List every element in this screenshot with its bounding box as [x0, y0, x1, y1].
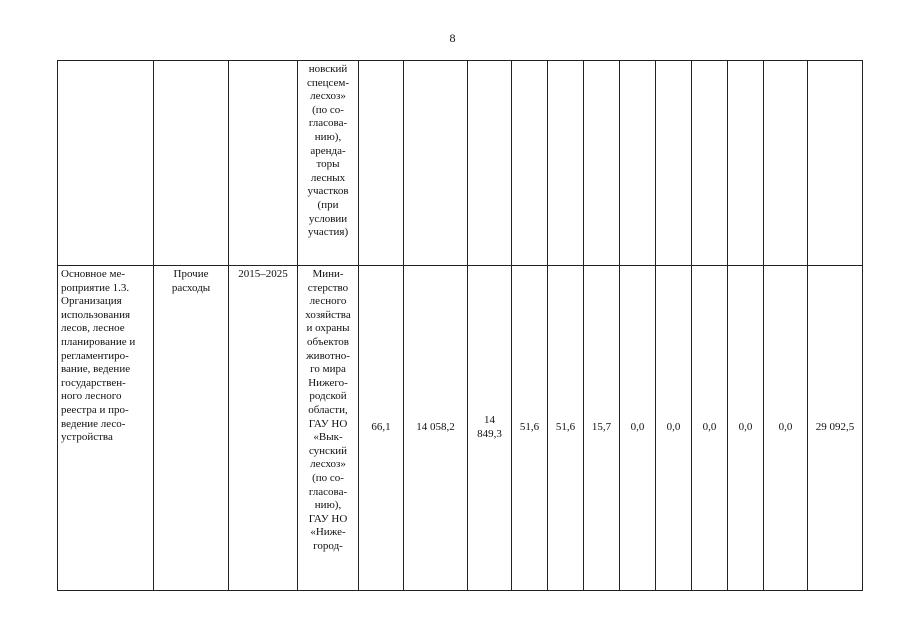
cell-empty [656, 61, 692, 266]
executor-cell-continuation [298, 61, 359, 266]
executor-line: объектов [307, 335, 349, 348]
executor-line: го мира [310, 363, 346, 376]
executor-line: сунский [308, 444, 348, 457]
cell-empty [512, 61, 548, 266]
executor-line: гласова- [308, 485, 348, 498]
measure-name-line: государствен- [61, 376, 126, 389]
measure-name-line: роприятие 1.3. [61, 281, 130, 294]
measure-name-line: ведение лесо- [61, 417, 126, 430]
measure-name-line: устройства [61, 431, 113, 444]
executor-line: (по со- [312, 103, 344, 116]
executor-line: «Ниже- [310, 526, 346, 539]
executor-line: «Вык- [313, 431, 343, 444]
cell-empty [229, 61, 298, 266]
executor-line: условии [308, 212, 348, 225]
value-cell: 14 849,3 [468, 266, 512, 591]
cell-empty [584, 61, 620, 266]
cell-empty [808, 61, 863, 266]
value-cell: 66,1 [359, 266, 404, 591]
executor-line: Мини- [312, 268, 344, 280]
executor-line: ГАУ НО [308, 512, 348, 525]
measure-name-line: лесов, лесное [61, 322, 125, 335]
executor-line: лесных [310, 171, 346, 184]
cell-empty [764, 61, 808, 266]
measure-name-line: ного лесного [61, 390, 122, 403]
measure-name-line: реестра и про- [61, 403, 129, 416]
executor-cell [298, 266, 359, 591]
cell-empty [154, 61, 229, 266]
executor-line: животно- [306, 349, 350, 362]
executor-line: Нижего- [308, 376, 348, 389]
measure-name-cell [58, 266, 154, 591]
executor-line: (по со- [312, 471, 344, 484]
executor-line: торы [316, 158, 340, 171]
cell-empty [58, 61, 154, 266]
measure-name-line: вание, ведение [61, 363, 131, 376]
executor-line: нию), [314, 499, 342, 512]
value-cell: 0,0 [728, 266, 764, 591]
executor-line: (при [317, 198, 339, 211]
cell-empty [468, 61, 512, 266]
executor-line: участия) [307, 226, 349, 239]
executor-line: и охраны [306, 322, 350, 335]
expense-type-cell: Прочие расходы [154, 266, 229, 591]
executor-line: хозяйства [305, 308, 351, 321]
executor-line: гласова- [308, 117, 348, 130]
measure-name-line: регламентиро- [61, 349, 129, 362]
executor-line: родской [309, 390, 347, 403]
total-value-cell: 29 092,5 [808, 266, 863, 591]
executor-line: лесхоз» [310, 90, 346, 103]
executor-line: аренда- [310, 144, 346, 157]
cell-empty [359, 61, 404, 266]
executor-line: области, [308, 403, 348, 416]
period-cell: 2015–2025 [229, 266, 298, 591]
page-number: 8 [449, 31, 456, 45]
executor-line: стерство [307, 281, 349, 294]
value-cell: 0,0 [656, 266, 692, 591]
executor-line: участков [307, 185, 349, 198]
cell-empty [620, 61, 656, 266]
measure-name-line: использования [61, 308, 131, 321]
executor-line: новский [308, 63, 348, 75]
executor-line: город- [313, 539, 343, 552]
executor-line: спецсем- [306, 76, 350, 89]
value-cell: 15,7 [584, 266, 620, 591]
cell-empty [692, 61, 728, 266]
value-cell: 0,0 [764, 266, 808, 591]
executor-line: лесного [309, 295, 347, 308]
value-cell: 0,0 [620, 266, 656, 591]
value-cell: 0,0 [692, 266, 728, 591]
measure-name-line: планирование и [61, 335, 136, 348]
value-cell: 14 058,2 [404, 266, 468, 591]
executor-line: ГАУ НО [308, 417, 348, 430]
cell-empty [548, 61, 584, 266]
measure-name-line: Основное ме- [61, 268, 126, 280]
cell-empty [728, 61, 764, 266]
table-row-continuation [58, 61, 863, 266]
program-table [57, 60, 863, 591]
value-cell: 51,6 [512, 266, 548, 591]
measure-name-line: Организация [61, 295, 122, 308]
table-row-measure-1-3 [58, 266, 863, 591]
value-cell: 51,6 [548, 266, 584, 591]
executor-line: лесхоз» [310, 458, 346, 471]
executor-line: нию), [314, 130, 342, 143]
cell-empty [404, 61, 468, 266]
